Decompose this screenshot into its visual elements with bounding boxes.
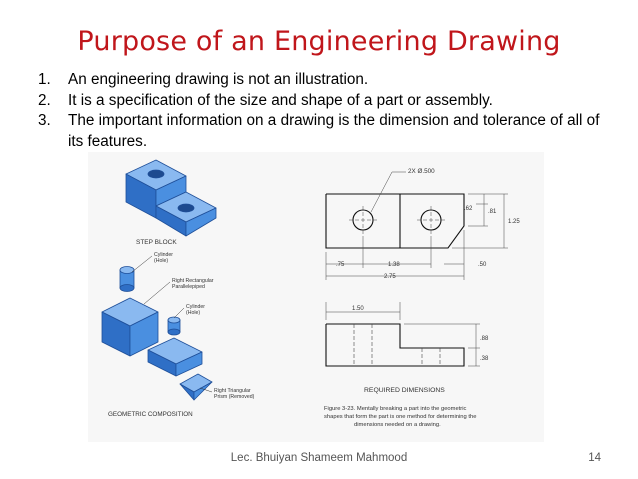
callout-prism-line2: Prism (Removed) [214,394,255,400]
dim-88: .88 [480,336,489,342]
side-view-drawing [326,324,464,366]
slide-title: Purpose of an Engineering Drawing [77,26,561,57]
footer-author: Lec. Bhuiyan Shameem Mahmood [230,452,408,464]
horizontal-dimension-lines [326,230,464,280]
front-view-drawing [326,194,464,248]
hole-callout: 2X Ø.500 [408,168,435,175]
callout-cylinder-mid-line1: Cylinder [186,304,206,310]
caption-line-3: dimensions needed on a drawing. [354,422,441,428]
dim-62: .62 [464,206,473,212]
list-item [38,70,618,91]
geometric-composition-label: GEOMETRIC COMPOSITION [108,411,193,418]
required-dimensions-label: REQUIRED DIMENSIONS [364,387,445,394]
engineering-figure [88,152,544,442]
side-dimension-lines [326,302,480,366]
step-block-illustration [126,160,216,236]
list-text: An engineering drawing is not an illustration. [68,71,369,88]
vertical-dimension-lines [452,194,508,248]
list-text: The important information on a drawing is the dimension and tolerance of all of its features. [68,112,600,150]
figure-svg [88,152,544,442]
list-number: 2. [38,91,51,109]
step-block-label: STEP BLOCK [136,239,177,246]
callout-cylinder-top-line1: Cylinder [154,252,174,258]
dim-38: .38 [480,356,489,362]
list-number: 3. [38,112,51,129]
dim-50: .50 [478,262,487,268]
dim-138: 1.38 [388,262,400,268]
dim-150: 1.50 [352,306,364,312]
bullet-list [38,70,618,152]
dim-75: .75 [336,262,345,268]
hidden-lines [354,324,440,366]
callout-rect-line1: Right Rectangular [172,278,214,284]
dim-275: 2.75 [384,274,396,280]
list-number: 1. [38,71,51,88]
list-item [38,91,618,112]
list-text: It is a specification of the size and shape of a part or assembly. [68,91,493,109]
callout-rect-line2: Parallelepiped [172,284,205,290]
caption-line-1: Figure 3-23. Mentally breaking a part into the geometric [324,406,467,412]
callout-prism-line1: Right Triangular [214,388,251,394]
dim-81: .81 [488,209,497,215]
caption-line-2: shapes that form the part is one method for determining the [324,414,477,420]
dim-125: 1.25 [508,219,520,225]
list-item [38,111,618,152]
callout-cylinder-mid-line2: (Hole) [186,310,201,316]
callout-cylinder-top-line2: (Hole) [154,258,169,264]
center-lines [349,172,445,234]
page-number: 14 [588,452,601,464]
